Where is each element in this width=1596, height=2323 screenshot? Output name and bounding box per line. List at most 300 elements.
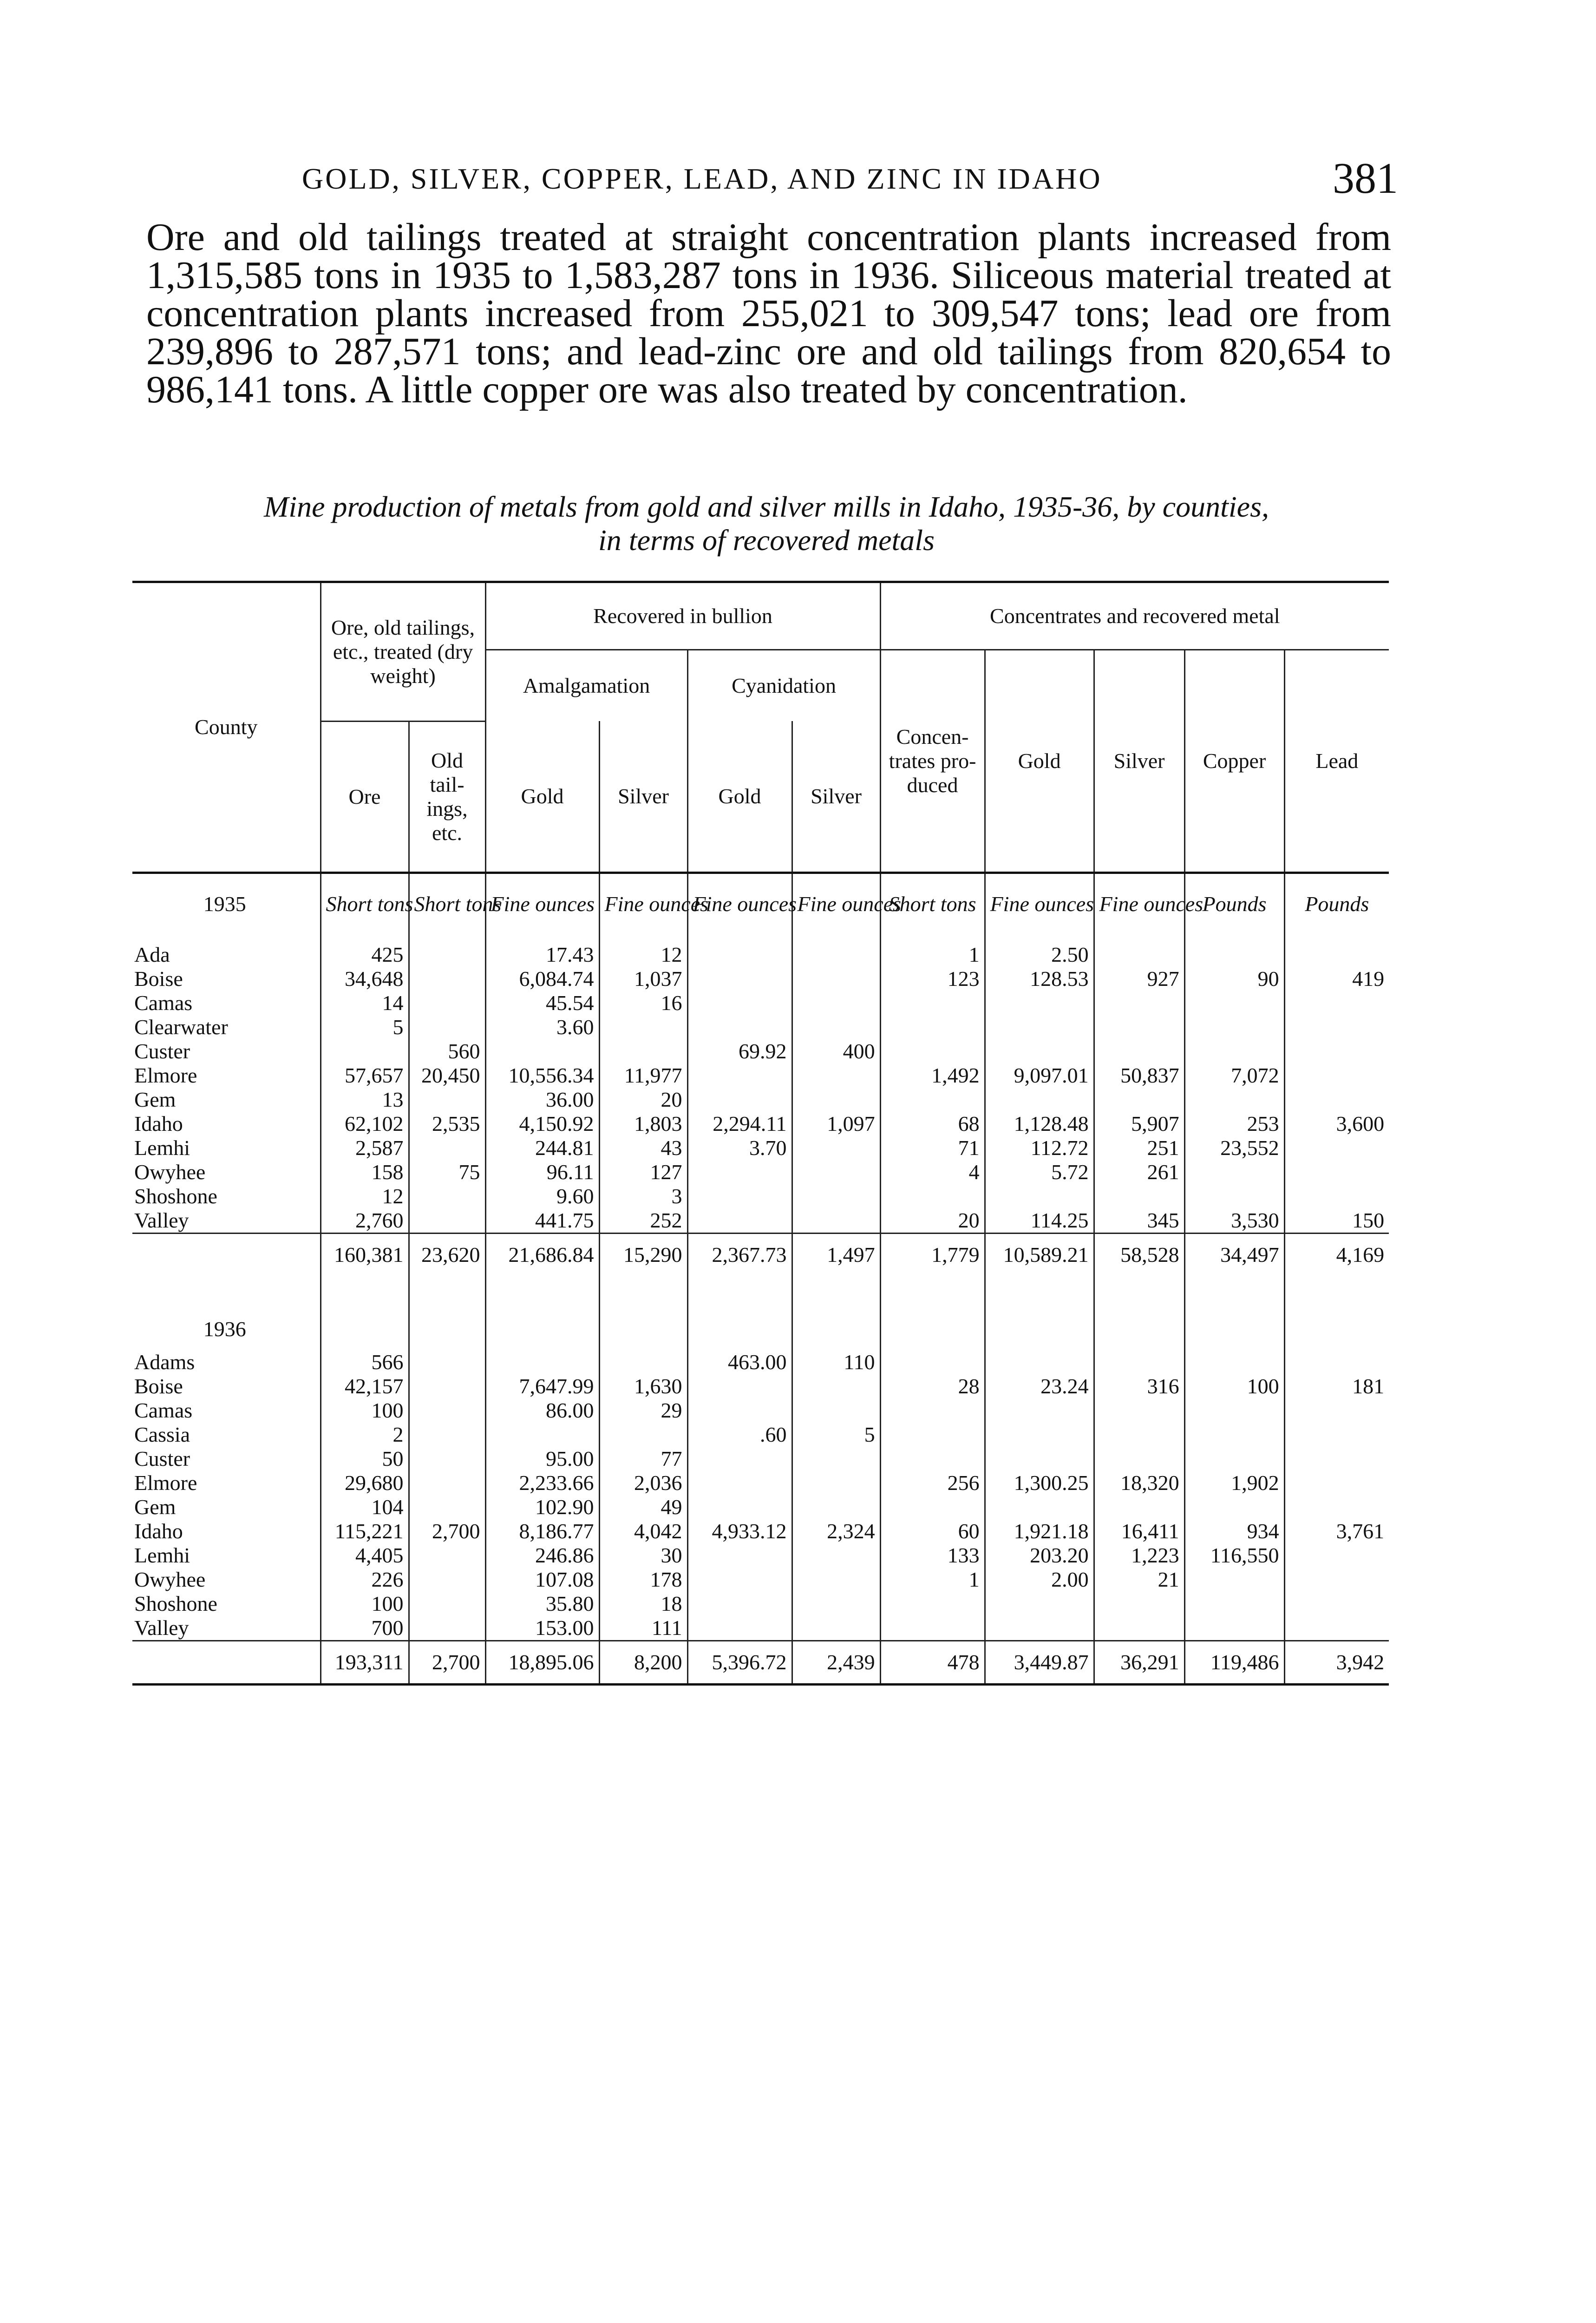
- cell-copper: [1184, 1495, 1284, 1519]
- cell-cy-silver: [792, 991, 880, 1015]
- header-cyanidation: Cyanidation: [687, 650, 880, 722]
- cell-ore: 700: [321, 1616, 409, 1641]
- total-ore: 193,311: [321, 1641, 409, 1684]
- cell-copper: [1184, 1398, 1284, 1423]
- unit-label: Short tons: [321, 873, 409, 943]
- cell-am-gold: 441.75: [485, 1208, 599, 1234]
- production-table-wrap: [132, 581, 1389, 1686]
- cell-cy-silver: 1,097: [792, 1112, 880, 1136]
- cell-am-gold: [485, 1039, 599, 1063]
- cell-conc: [880, 1184, 985, 1208]
- cell-old: 2,535: [409, 1112, 485, 1136]
- cell-am-gold: 35.80: [485, 1592, 599, 1616]
- cell-copper: 90: [1184, 967, 1284, 991]
- unit-label: Fine ounces: [485, 873, 599, 943]
- county-name: Boise: [134, 1374, 183, 1398]
- header-cyan-silver: Silver: [792, 721, 880, 873]
- unit-label: Fine ounces: [599, 873, 687, 943]
- table-body: [132, 873, 1389, 1684]
- header-conc-silver: Silver: [1094, 650, 1184, 873]
- cell-silver: [1094, 1184, 1184, 1208]
- county-name: Gem: [134, 1087, 176, 1111]
- cell-conc: [880, 1039, 985, 1063]
- cell-gold: [985, 1015, 1094, 1039]
- cell-am-gold: 95.00: [485, 1447, 599, 1471]
- unit-label: Fine ounces: [985, 873, 1094, 943]
- cell-silver: [1094, 1088, 1184, 1112]
- cell-old: [409, 1447, 485, 1471]
- table-row: [132, 967, 1389, 991]
- county-name: Cassia: [134, 1422, 190, 1446]
- year-label: 1935: [203, 892, 246, 916]
- cell-silver: [1094, 1015, 1184, 1039]
- cell-conc: 60: [880, 1519, 985, 1543]
- cell-gold: [985, 1423, 1094, 1447]
- cell-cy-silver: [792, 1136, 880, 1160]
- cell-silver: 251: [1094, 1136, 1184, 1160]
- county-name: Idaho: [134, 1519, 183, 1543]
- cell-conc: [880, 1447, 985, 1471]
- total-conc: 1,779: [880, 1233, 985, 1276]
- cell-ore: 104: [321, 1495, 409, 1519]
- cell-lead: [1284, 1568, 1389, 1592]
- cell-ore: 566: [321, 1350, 409, 1374]
- header-copper: Copper: [1184, 650, 1284, 873]
- cell-gold: 2.50: [985, 943, 1094, 967]
- cell-gold: 112.72: [985, 1136, 1094, 1160]
- cell-am-silver: [599, 1039, 687, 1063]
- cell-ore: 42,157: [321, 1374, 409, 1398]
- cell-old: [409, 1374, 485, 1398]
- cell-copper: 934: [1184, 1519, 1284, 1543]
- cell-copper: [1184, 1616, 1284, 1641]
- cell-ore: 50: [321, 1447, 409, 1471]
- cell-am-gold: 86.00: [485, 1398, 599, 1423]
- table-row: [132, 991, 1389, 1015]
- cell-conc: 4: [880, 1160, 985, 1184]
- cell-copper: [1184, 1015, 1284, 1039]
- cell-old: [409, 943, 485, 967]
- cell-conc: 123: [880, 967, 985, 991]
- header-conc-gold: Gold: [985, 650, 1094, 873]
- cell-silver: [1094, 1398, 1184, 1423]
- total-copper: 34,497: [1184, 1233, 1284, 1276]
- cell-cy-gold: 69.92: [687, 1039, 792, 1063]
- cell-gold: [985, 1495, 1094, 1519]
- header-county: County: [132, 582, 321, 873]
- spacer-cell: [485, 1276, 599, 1308]
- total-silver: 36,291: [1094, 1641, 1184, 1684]
- cell-silver: 16,411: [1094, 1519, 1184, 1543]
- cell-lead: 3,761: [1284, 1519, 1389, 1543]
- total-row: [132, 1641, 1389, 1684]
- total-am-silver: 15,290: [599, 1233, 687, 1276]
- cell-silver: 21: [1094, 1568, 1184, 1592]
- table-row: [132, 1471, 1389, 1495]
- cell-cy-silver: [792, 1208, 880, 1234]
- cell-am-silver: 1,630: [599, 1374, 687, 1398]
- unit-label: Fine ounces: [792, 873, 880, 943]
- empty-cell: [687, 1308, 792, 1350]
- cell-old: [409, 1568, 485, 1592]
- unit-label: Fine ounces: [1094, 873, 1184, 943]
- cell-lead: [1284, 1063, 1389, 1088]
- total-am-gold: 18,895.06: [485, 1641, 599, 1684]
- cell-am-silver: 77: [599, 1447, 687, 1471]
- table-row: [132, 1350, 1389, 1374]
- cell-am-gold: 36.00: [485, 1088, 599, 1112]
- cell-cy-gold: [687, 1398, 792, 1423]
- county-name: Camas: [134, 991, 193, 1015]
- table-row: [132, 1160, 1389, 1184]
- table-row: [132, 1568, 1389, 1592]
- cell-am-silver: 178: [599, 1568, 687, 1592]
- cell-lead: [1284, 1495, 1389, 1519]
- county-name: Owyhee: [134, 1567, 206, 1591]
- cell-old: [409, 1184, 485, 1208]
- cell-gold: [985, 1184, 1094, 1208]
- cell-am-gold: [485, 1423, 599, 1447]
- cell-cy-silver: [792, 1063, 880, 1088]
- cell-conc: 1,492: [880, 1063, 985, 1088]
- cell-cy-silver: [792, 1568, 880, 1592]
- cell-silver: [1094, 1447, 1184, 1471]
- total-am-gold: 21,686.84: [485, 1233, 599, 1276]
- page-header: [135, 153, 1398, 214]
- production-table: [132, 581, 1389, 1686]
- cell-conc: 256: [880, 1471, 985, 1495]
- cell-cy-gold: [687, 1015, 792, 1039]
- cell-lead: [1284, 1350, 1389, 1374]
- cell-conc: [880, 1423, 985, 1447]
- table-row: [132, 943, 1389, 967]
- spacer-cell: [132, 1276, 321, 1308]
- cell-am-gold: 2,233.66: [485, 1471, 599, 1495]
- cell-silver: 18,320: [1094, 1471, 1184, 1495]
- unit-label: Pounds: [1284, 873, 1389, 943]
- cell-am-gold: 153.00: [485, 1616, 599, 1641]
- cell-silver: 5,907: [1094, 1112, 1184, 1136]
- cell-cy-gold: [687, 1160, 792, 1184]
- header-lead: Lead: [1284, 650, 1389, 873]
- cell-ore: 115,221: [321, 1519, 409, 1543]
- total-silver: 58,528: [1094, 1233, 1184, 1276]
- cell-cy-silver: 400: [792, 1039, 880, 1063]
- cell-am-gold: [485, 1350, 599, 1374]
- cell-gold: [985, 991, 1094, 1015]
- cell-ore: 34,648: [321, 967, 409, 991]
- unit-label: Short tons: [409, 873, 485, 943]
- cell-copper: [1184, 991, 1284, 1015]
- cell-ore: 100: [321, 1592, 409, 1616]
- cell-old: [409, 1088, 485, 1112]
- cell-ore: 425: [321, 943, 409, 967]
- caption-line-2: in terms of recovered metals: [598, 524, 935, 557]
- empty-cell: [485, 1308, 599, 1350]
- cell-am-silver: 111: [599, 1616, 687, 1641]
- cell-silver: 261: [1094, 1160, 1184, 1184]
- table-row: [132, 1088, 1389, 1112]
- county-name: Owyhee: [134, 1160, 206, 1184]
- table-row: [132, 1184, 1389, 1208]
- cell-ore: 29,680: [321, 1471, 409, 1495]
- cell-old: [409, 967, 485, 991]
- cell-silver: [1094, 991, 1184, 1015]
- table-row: [132, 1519, 1389, 1543]
- cell-gold: 203.20: [985, 1543, 1094, 1568]
- cell-cy-silver: [792, 1184, 880, 1208]
- cell-gold: [985, 1088, 1094, 1112]
- cell-lead: [1284, 1398, 1389, 1423]
- header-cyan-gold: Gold: [687, 721, 792, 873]
- cell-cy-silver: 2,324: [792, 1519, 880, 1543]
- cell-ore: 2,760: [321, 1208, 409, 1234]
- cell-silver: [1094, 1592, 1184, 1616]
- cell-am-silver: 30: [599, 1543, 687, 1568]
- table-row: [132, 1112, 1389, 1136]
- county-name: Clearwater: [134, 1015, 228, 1039]
- cell-ore: 158: [321, 1160, 409, 1184]
- cell-old: 75: [409, 1160, 485, 1184]
- empty-cell: [599, 1308, 687, 1350]
- cell-am-gold: 102.90: [485, 1495, 599, 1519]
- cell-gold: [985, 1039, 1094, 1063]
- cell-old: [409, 1136, 485, 1160]
- body-paragraph: Ore and old tailings treated at straight concentration plants increased from 1,315,585 tons in 1935 to 1,583,287 tons in 1936. Siliceous material treated at concentration plants increased from 255,021 to 309,547 tons; lead ore from 239,896 to 287,571 tons; and lead-zinc ore and old tailings from 820,654 to 986,141 tons. A little copper ore was also treated by concentration.: [146, 216, 1391, 411]
- header-old-tailings: Old tail-ings, etc.: [409, 721, 485, 873]
- cell-copper: 100: [1184, 1374, 1284, 1398]
- county-name: Shoshone: [134, 1591, 217, 1615]
- cell-old: 560: [409, 1039, 485, 1063]
- cell-cy-gold: [687, 943, 792, 967]
- cell-am-gold: 45.54: [485, 991, 599, 1015]
- empty-cell: [1094, 1308, 1184, 1350]
- cell-lead: [1284, 991, 1389, 1015]
- cell-conc: 1: [880, 943, 985, 967]
- cell-conc: [880, 1495, 985, 1519]
- cell-old: [409, 1471, 485, 1495]
- total-am-silver: 8,200: [599, 1641, 687, 1684]
- cell-ore: 12: [321, 1184, 409, 1208]
- cell-am-silver: 16: [599, 991, 687, 1015]
- cell-gold: [985, 1350, 1094, 1374]
- cell-cy-silver: [792, 1088, 880, 1112]
- cell-silver: [1094, 1616, 1184, 1641]
- county-name: Adams: [134, 1350, 195, 1374]
- cell-gold: [985, 1592, 1094, 1616]
- cell-cy-gold: [687, 991, 792, 1015]
- cell-am-silver: 127: [599, 1160, 687, 1184]
- cell-copper: 116,550: [1184, 1543, 1284, 1568]
- cell-gold: 5.72: [985, 1160, 1094, 1184]
- cell-conc: 28: [880, 1374, 985, 1398]
- year-label: 1936: [203, 1317, 246, 1341]
- table-caption: [144, 490, 1389, 557]
- cell-cy-gold: [687, 1208, 792, 1234]
- cell-gold: 1,921.18: [985, 1519, 1094, 1543]
- cell-ore: [321, 1039, 409, 1063]
- cell-old: [409, 1350, 485, 1374]
- cell-am-silver: 49: [599, 1495, 687, 1519]
- cell-am-gold: 10,556.34: [485, 1063, 599, 1088]
- header-bullion-group: Recovered in bullion: [485, 582, 880, 650]
- cell-am-silver: 20: [599, 1088, 687, 1112]
- total-label-empty: [132, 1233, 321, 1276]
- cell-lead: [1284, 1160, 1389, 1184]
- cell-am-silver: 29: [599, 1398, 687, 1423]
- page-number: 381: [1333, 154, 1398, 203]
- cell-cy-silver: [792, 943, 880, 967]
- cell-am-silver: 1,803: [599, 1112, 687, 1136]
- cell-cy-gold: [687, 1616, 792, 1641]
- cell-lead: [1284, 1423, 1389, 1447]
- cell-ore: 2,587: [321, 1136, 409, 1160]
- cell-am-silver: [599, 1423, 687, 1447]
- cell-am-silver: 4,042: [599, 1519, 687, 1543]
- cell-copper: 3,530: [1184, 1208, 1284, 1234]
- county-name: Shoshone: [134, 1184, 217, 1208]
- total-cy-gold: 2,367.73: [687, 1233, 792, 1276]
- county-name: Camas: [134, 1398, 193, 1422]
- year-row: [132, 873, 1389, 943]
- cell-conc: [880, 991, 985, 1015]
- county-name: Valley: [134, 1208, 189, 1232]
- cell-cy-gold: 2,294.11: [687, 1112, 792, 1136]
- cell-cy-gold: [687, 1088, 792, 1112]
- cell-copper: [1184, 1160, 1284, 1184]
- cell-cy-gold: [687, 1543, 792, 1568]
- empty-cell: [1284, 1308, 1389, 1350]
- cell-lead: [1284, 1543, 1389, 1568]
- header-concentrates-produced: Concen-trates pro-duced: [880, 650, 985, 873]
- cell-silver: 50,837: [1094, 1063, 1184, 1088]
- cell-cy-gold: [687, 1568, 792, 1592]
- cell-gold: 9,097.01: [985, 1063, 1094, 1088]
- unit-label: Fine ounces: [687, 873, 792, 943]
- caption-line-1: Mine production of metals from gold and silver mills in Idaho, 1935-36, by counties,: [264, 490, 1269, 523]
- cell-am-silver: 18: [599, 1592, 687, 1616]
- empty-cell: [1184, 1308, 1284, 1350]
- cell-cy-gold: 3.70: [687, 1136, 792, 1160]
- cell-gold: 114.25: [985, 1208, 1094, 1234]
- cell-old: [409, 1495, 485, 1519]
- cell-cy-silver: [792, 1543, 880, 1568]
- cell-copper: [1184, 1184, 1284, 1208]
- cell-am-silver: 2,036: [599, 1471, 687, 1495]
- table-row: [132, 1495, 1389, 1519]
- cell-cy-gold: [687, 1447, 792, 1471]
- cell-silver: 316: [1094, 1374, 1184, 1398]
- cell-copper: [1184, 1447, 1284, 1471]
- cell-am-gold: 246.86: [485, 1543, 599, 1568]
- header-amal-gold: Gold: [485, 721, 599, 873]
- cell-cy-gold: 4,933.12: [687, 1519, 792, 1543]
- cell-old: 20,450: [409, 1063, 485, 1088]
- cell-cy-gold: [687, 967, 792, 991]
- cell-cy-gold: [687, 1184, 792, 1208]
- cell-copper: [1184, 1350, 1284, 1374]
- spacer-cell: [1284, 1276, 1389, 1308]
- total-copper: 119,486: [1184, 1641, 1284, 1684]
- cell-conc: 1: [880, 1568, 985, 1592]
- cell-ore: 226: [321, 1568, 409, 1592]
- cell-cy-silver: 5: [792, 1423, 880, 1447]
- cell-am-gold: 17.43: [485, 943, 599, 967]
- empty-cell: [409, 1308, 485, 1350]
- cell-ore: 2: [321, 1423, 409, 1447]
- cell-gold: 23.24: [985, 1374, 1094, 1398]
- cell-copper: 253: [1184, 1112, 1284, 1136]
- total-old: 2,700: [409, 1641, 485, 1684]
- cell-gold: 2.00: [985, 1568, 1094, 1592]
- table-row: [132, 1543, 1389, 1568]
- cell-gold: 128.53: [985, 967, 1094, 991]
- cell-conc: [880, 1616, 985, 1641]
- cell-am-silver: [599, 1350, 687, 1374]
- cell-lead: 181: [1284, 1374, 1389, 1398]
- cell-cy-silver: [792, 967, 880, 991]
- table-row: [132, 1398, 1389, 1423]
- total-row: [132, 1233, 1389, 1276]
- cell-lead: 419: [1284, 967, 1389, 991]
- cell-am-gold: 7,647.99: [485, 1374, 599, 1398]
- cell-lead: [1284, 1471, 1389, 1495]
- cell-old: 2,700: [409, 1519, 485, 1543]
- cell-gold: [985, 1447, 1094, 1471]
- total-lead: 4,169: [1284, 1233, 1389, 1276]
- cell-copper: 23,552: [1184, 1136, 1284, 1160]
- county-name: Gem: [134, 1495, 176, 1519]
- cell-am-gold: 244.81: [485, 1136, 599, 1160]
- cell-am-silver: 252: [599, 1208, 687, 1234]
- spacer-cell: [687, 1276, 792, 1308]
- unit-label: Pounds: [1184, 873, 1284, 943]
- cell-am-gold: 6,084.74: [485, 967, 599, 991]
- header-concentrates-group: Concentrates and recovered metal: [880, 582, 1389, 650]
- cell-conc: 68: [880, 1112, 985, 1136]
- cell-silver: 345: [1094, 1208, 1184, 1234]
- total-lead: 3,942: [1284, 1641, 1389, 1684]
- cell-ore: 13: [321, 1088, 409, 1112]
- cell-silver: 927: [1094, 967, 1184, 991]
- spacer-cell: [599, 1276, 687, 1308]
- cell-ore: 62,102: [321, 1112, 409, 1136]
- cell-gold: 1,300.25: [985, 1471, 1094, 1495]
- spacer-row: [132, 1276, 1389, 1308]
- cell-silver: [1094, 1495, 1184, 1519]
- running-head: GOLD, SILVER, COPPER, LEAD, AND ZINC IN IDAHO: [302, 162, 1102, 195]
- cell-conc: 20: [880, 1208, 985, 1234]
- cell-cy-silver: [792, 1616, 880, 1641]
- cell-cy-gold: 463.00: [687, 1350, 792, 1374]
- spacer-cell: [1184, 1276, 1284, 1308]
- cell-old: [409, 1398, 485, 1423]
- total-cy-silver: 1,497: [792, 1233, 880, 1276]
- cell-lead: 150: [1284, 1208, 1389, 1234]
- county-name: Ada: [134, 942, 170, 966]
- cell-cy-gold: [687, 1063, 792, 1088]
- cell-ore: 14: [321, 991, 409, 1015]
- county-name: Custer: [134, 1039, 190, 1063]
- cell-old: [409, 1208, 485, 1234]
- table-row: [132, 1063, 1389, 1088]
- total-gold: 3,449.87: [985, 1641, 1094, 1684]
- cell-cy-silver: [792, 1592, 880, 1616]
- table-row: [132, 1423, 1389, 1447]
- cell-conc: 133: [880, 1543, 985, 1568]
- cell-cy-silver: [792, 1160, 880, 1184]
- cell-cy-gold: [687, 1592, 792, 1616]
